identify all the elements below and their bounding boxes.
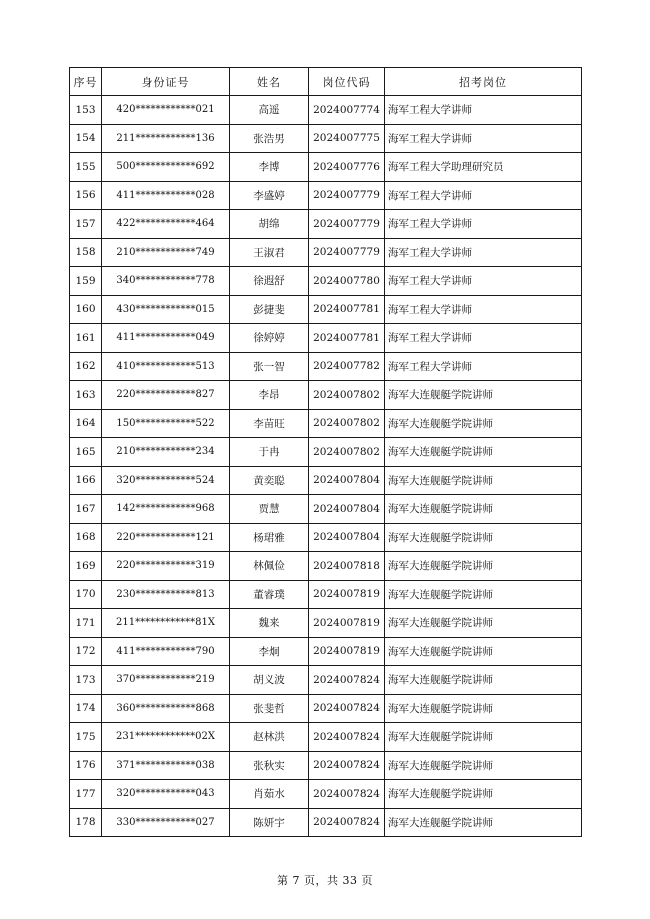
cell-post: 海军大连舰艇学院讲师 bbox=[385, 808, 582, 837]
cell-id-number: 371************038 bbox=[102, 751, 230, 780]
table-row bbox=[70, 153, 582, 182]
cell-name: 肖茹水 bbox=[230, 780, 309, 809]
cell-post: 海军工程大学讲师 bbox=[385, 352, 582, 381]
cell-post-code: 2024007824 bbox=[309, 694, 385, 723]
cell-name: 徐婷婷 bbox=[230, 324, 309, 353]
cell-id-number: 230************813 bbox=[102, 580, 230, 609]
cell-seq: 161 bbox=[70, 324, 102, 353]
cell-post-code: 2024007802 bbox=[309, 381, 385, 410]
cell-post-code: 2024007804 bbox=[309, 495, 385, 524]
cell-seq: 154 bbox=[70, 124, 102, 153]
cell-name: 王淑君 bbox=[230, 238, 309, 267]
cell-post-code: 2024007824 bbox=[309, 751, 385, 780]
cell-name: 胡绵 bbox=[230, 210, 309, 239]
cell-seq: 178 bbox=[70, 808, 102, 837]
cell-id-number: 330************027 bbox=[102, 808, 230, 837]
cell-id-number: 411************049 bbox=[102, 324, 230, 353]
cell-id-number: 320************524 bbox=[102, 466, 230, 495]
cell-post: 海军大连舰艇学院讲师 bbox=[385, 723, 582, 752]
table-row bbox=[70, 295, 582, 324]
cell-seq: 158 bbox=[70, 238, 102, 267]
table-row bbox=[70, 780, 582, 809]
cell-post: 海军大连舰艇学院讲师 bbox=[385, 580, 582, 609]
cell-post: 海军大连舰艇学院讲师 bbox=[385, 666, 582, 695]
cell-seq: 176 bbox=[70, 751, 102, 780]
cell-post: 海军工程大学讲师 bbox=[385, 124, 582, 153]
cell-seq: 164 bbox=[70, 409, 102, 438]
cell-id-number: 231************02X bbox=[102, 723, 230, 752]
page-number: 第 7 页，共 33 页 bbox=[277, 874, 373, 887]
table-row bbox=[70, 438, 582, 467]
table-row bbox=[70, 523, 582, 552]
table-header-row bbox=[70, 68, 582, 96]
cell-post: 海军大连舰艇学院讲师 bbox=[385, 751, 582, 780]
cell-id-number: 220************121 bbox=[102, 523, 230, 552]
table-row bbox=[70, 124, 582, 153]
cell-name: 黄奕聪 bbox=[230, 466, 309, 495]
cell-post-code: 2024007802 bbox=[309, 409, 385, 438]
cell-post: 海军工程大学讲师 bbox=[385, 267, 582, 296]
table-row bbox=[70, 96, 582, 125]
table-row bbox=[70, 324, 582, 353]
cell-name: 赵林洪 bbox=[230, 723, 309, 752]
cell-id-number: 211************81X bbox=[102, 609, 230, 638]
cell-id-number: 220************319 bbox=[102, 552, 230, 581]
cell-name: 张一智 bbox=[230, 352, 309, 381]
cell-id-number: 370************219 bbox=[102, 666, 230, 695]
cell-post-code: 2024007804 bbox=[309, 523, 385, 552]
cell-seq: 157 bbox=[70, 210, 102, 239]
cell-post: 海军工程大学讲师 bbox=[385, 295, 582, 324]
cell-post: 海军工程大学讲师 bbox=[385, 181, 582, 210]
cell-seq: 153 bbox=[70, 96, 102, 125]
cell-seq: 172 bbox=[70, 637, 102, 666]
cell-id-number: 411************790 bbox=[102, 637, 230, 666]
cell-post-code: 2024007819 bbox=[309, 580, 385, 609]
cell-id-number: 430************015 bbox=[102, 295, 230, 324]
cell-name: 李苗旺 bbox=[230, 409, 309, 438]
cell-post-code: 2024007804 bbox=[309, 466, 385, 495]
cell-post: 海军大连舰艇学院讲师 bbox=[385, 637, 582, 666]
cell-name: 李炯 bbox=[230, 637, 309, 666]
cell-name: 林佩俭 bbox=[230, 552, 309, 581]
cell-post-code: 2024007818 bbox=[309, 552, 385, 581]
table-row bbox=[70, 181, 582, 210]
cell-post-code: 2024007775 bbox=[309, 124, 385, 153]
cell-post: 海军大连舰艇学院讲师 bbox=[385, 523, 582, 552]
cell-name: 胡义波 bbox=[230, 666, 309, 695]
cell-id-number: 150************522 bbox=[102, 409, 230, 438]
cell-seq: 163 bbox=[70, 381, 102, 410]
cell-seq: 165 bbox=[70, 438, 102, 467]
cell-post: 海军工程大学助理研究员 bbox=[385, 153, 582, 182]
cell-seq: 168 bbox=[70, 523, 102, 552]
cell-post: 海军工程大学讲师 bbox=[385, 324, 582, 353]
cell-post: 海军大连舰艇学院讲师 bbox=[385, 609, 582, 638]
cell-post-code: 2024007824 bbox=[309, 780, 385, 809]
header-name: 姓名 bbox=[230, 68, 309, 96]
cell-post: 海军大连舰艇学院讲师 bbox=[385, 438, 582, 467]
header-id-number: 身份证号 bbox=[102, 68, 230, 96]
cell-seq: 175 bbox=[70, 723, 102, 752]
cell-seq: 171 bbox=[70, 609, 102, 638]
cell-name: 李昂 bbox=[230, 381, 309, 410]
cell-name: 张斐哲 bbox=[230, 694, 309, 723]
cell-post-code: 2024007780 bbox=[309, 267, 385, 296]
cell-name: 董睿璞 bbox=[230, 580, 309, 609]
cell-post: 海军工程大学讲师 bbox=[385, 210, 582, 239]
cell-post: 海军大连舰艇学院讲师 bbox=[385, 466, 582, 495]
cell-post: 海军大连舰艇学院讲师 bbox=[385, 381, 582, 410]
cell-name: 李盛婷 bbox=[230, 181, 309, 210]
table-row bbox=[70, 267, 582, 296]
table-row bbox=[70, 694, 582, 723]
cell-post: 海军大连舰艇学院讲师 bbox=[385, 409, 582, 438]
cell-post-code: 2024007776 bbox=[309, 153, 385, 182]
cell-name: 张浩男 bbox=[230, 124, 309, 153]
cell-name: 陈妍宇 bbox=[230, 808, 309, 837]
cell-id-number: 422************464 bbox=[102, 210, 230, 239]
cell-name: 贾慧 bbox=[230, 495, 309, 524]
cell-id-number: 500************692 bbox=[102, 153, 230, 182]
table-row bbox=[70, 808, 582, 837]
cell-seq: 173 bbox=[70, 666, 102, 695]
cell-post-code: 2024007802 bbox=[309, 438, 385, 467]
cell-id-number: 210************234 bbox=[102, 438, 230, 467]
cell-post-code: 2024007819 bbox=[309, 637, 385, 666]
cell-post: 海军工程大学讲师 bbox=[385, 96, 582, 125]
cell-post-code: 2024007774 bbox=[309, 96, 385, 125]
cell-post-code: 2024007779 bbox=[309, 181, 385, 210]
cell-post: 海军大连舰艇学院讲师 bbox=[385, 495, 582, 524]
cell-post-code: 2024007782 bbox=[309, 352, 385, 381]
cell-post: 海军工程大学讲师 bbox=[385, 238, 582, 267]
cell-id-number: 211************136 bbox=[102, 124, 230, 153]
table-row bbox=[70, 381, 582, 410]
cell-seq: 162 bbox=[70, 352, 102, 381]
cell-name: 高遥 bbox=[230, 96, 309, 125]
table-row bbox=[70, 609, 582, 638]
table-row bbox=[70, 352, 582, 381]
table-row bbox=[70, 495, 582, 524]
table-row bbox=[70, 723, 582, 752]
cell-id-number: 420************021 bbox=[102, 96, 230, 125]
cell-post: 海军大连舰艇学院讲师 bbox=[385, 694, 582, 723]
cell-id-number: 360************868 bbox=[102, 694, 230, 723]
cell-name: 张秋实 bbox=[230, 751, 309, 780]
table-body bbox=[70, 96, 582, 837]
cell-post-code: 2024007779 bbox=[309, 238, 385, 267]
cell-seq: 156 bbox=[70, 181, 102, 210]
cell-post-code: 2024007819 bbox=[309, 609, 385, 638]
cell-seq: 170 bbox=[70, 580, 102, 609]
candidate-table bbox=[69, 67, 582, 837]
cell-post: 海军大连舰艇学院讲师 bbox=[385, 552, 582, 581]
table-row bbox=[70, 666, 582, 695]
table-row bbox=[70, 238, 582, 267]
cell-post-code: 2024007781 bbox=[309, 295, 385, 324]
cell-seq: 177 bbox=[70, 780, 102, 809]
cell-post-code: 2024007779 bbox=[309, 210, 385, 239]
header-post-code: 岗位代码 bbox=[309, 68, 385, 96]
table-row bbox=[70, 580, 582, 609]
cell-seq: 159 bbox=[70, 267, 102, 296]
cell-id-number: 220************827 bbox=[102, 381, 230, 410]
cell-post-code: 2024007781 bbox=[309, 324, 385, 353]
table-row bbox=[70, 466, 582, 495]
cell-id-number: 411************028 bbox=[102, 181, 230, 210]
cell-seq: 169 bbox=[70, 552, 102, 581]
cell-id-number: 142************968 bbox=[102, 495, 230, 524]
cell-seq: 166 bbox=[70, 466, 102, 495]
cell-post-code: 2024007824 bbox=[309, 723, 385, 752]
cell-name: 徐遐舒 bbox=[230, 267, 309, 296]
table-row bbox=[70, 552, 582, 581]
cell-id-number: 340************778 bbox=[102, 267, 230, 296]
cell-seq: 160 bbox=[70, 295, 102, 324]
cell-id-number: 410************513 bbox=[102, 352, 230, 381]
cell-seq: 167 bbox=[70, 495, 102, 524]
cell-seq: 155 bbox=[70, 153, 102, 182]
table-row bbox=[70, 637, 582, 666]
cell-name: 李博 bbox=[230, 153, 309, 182]
table-row bbox=[70, 210, 582, 239]
cell-seq: 174 bbox=[70, 694, 102, 723]
cell-name: 杨珺雅 bbox=[230, 523, 309, 552]
cell-post-code: 2024007824 bbox=[309, 808, 385, 837]
cell-name: 彭捷斐 bbox=[230, 295, 309, 324]
cell-post-code: 2024007824 bbox=[309, 666, 385, 695]
cell-id-number: 210************749 bbox=[102, 238, 230, 267]
header-post: 招考岗位 bbox=[385, 68, 582, 96]
cell-name: 魏来 bbox=[230, 609, 309, 638]
cell-post: 海军大连舰艇学院讲师 bbox=[385, 780, 582, 809]
table-row bbox=[70, 751, 582, 780]
header-seq: 序号 bbox=[70, 68, 102, 96]
cell-name: 于冉 bbox=[230, 438, 309, 467]
cell-id-number: 320************043 bbox=[102, 780, 230, 809]
table-row bbox=[70, 409, 582, 438]
